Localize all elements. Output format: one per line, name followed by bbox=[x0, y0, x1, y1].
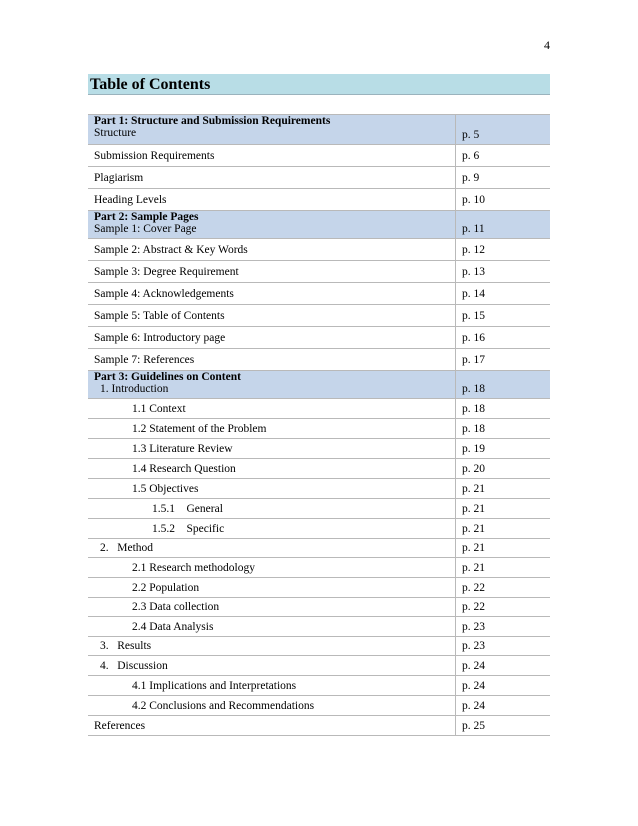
toc-entry-label[interactable]: 4.1 Implications and Interpretations bbox=[88, 676, 456, 696]
toc-row[interactable] bbox=[88, 656, 550, 676]
toc-entry-page: p. 22 bbox=[456, 598, 551, 617]
toc-row[interactable] bbox=[88, 261, 550, 283]
toc-entry-label[interactable]: Sample 4: Acknowledgements bbox=[88, 283, 456, 305]
toc-row[interactable] bbox=[88, 349, 550, 371]
toc-row[interactable] bbox=[88, 676, 550, 696]
toc-row[interactable] bbox=[88, 578, 550, 598]
toc-entry-page: p. 18 bbox=[456, 371, 551, 399]
toc-entry-label[interactable]: 1.5.2 Specific bbox=[88, 519, 456, 539]
toc-entry-page: p. 12 bbox=[456, 239, 551, 261]
toc-entry-label[interactable]: 1.5 Objectives bbox=[88, 479, 456, 499]
toc-entry-page: p. 11 bbox=[456, 211, 551, 239]
toc-row[interactable] bbox=[88, 145, 550, 167]
toc-row[interactable] bbox=[88, 558, 550, 578]
toc-entry-page: p. 18 bbox=[456, 399, 551, 419]
toc-entry-page: p. 21 bbox=[456, 539, 551, 558]
toc-entry-label[interactable]: 1.2 Statement of the Problem bbox=[88, 419, 456, 439]
toc-row[interactable] bbox=[88, 519, 550, 539]
toc-entry-label[interactable]: Plagiarism bbox=[88, 167, 456, 189]
toc-entry-page: p. 9 bbox=[456, 167, 551, 189]
toc-entry-label[interactable]: 2.2 Population bbox=[88, 578, 456, 598]
toc-entry-page: p. 20 bbox=[456, 459, 551, 479]
toc-section-part-3 bbox=[88, 371, 550, 399]
toc-section-part-2 bbox=[88, 211, 550, 239]
toc-entry-label[interactable]: 2.4 Data Analysis bbox=[88, 617, 456, 637]
toc-row[interactable] bbox=[88, 637, 550, 656]
toc-entry-label[interactable]: Structure bbox=[94, 127, 137, 139]
toc-entry-label[interactable]: 4. Discussion bbox=[88, 656, 456, 676]
toc-section-heading bbox=[88, 115, 456, 145]
toc-row[interactable] bbox=[88, 696, 550, 716]
toc-entry-label[interactable]: 3. Results bbox=[88, 637, 456, 656]
toc-entry-page: p. 23 bbox=[456, 637, 551, 656]
section-heading-text: Part 1: Structure and Submission Requirements bbox=[94, 115, 331, 127]
toc-entry-label[interactable]: 1.4 Research Question bbox=[88, 459, 456, 479]
section-heading-text: Part 3: Guidelines on Content bbox=[94, 371, 241, 383]
toc-entry-label[interactable]: References bbox=[88, 716, 456, 736]
toc-entry-page: p. 25 bbox=[456, 716, 551, 736]
toc-entry-label[interactable]: 1.3 Literature Review bbox=[88, 439, 456, 459]
toc-entry-page: p. 5 bbox=[456, 115, 551, 145]
toc-row[interactable] bbox=[88, 305, 550, 327]
toc-section-heading bbox=[88, 211, 456, 239]
toc-row[interactable] bbox=[88, 167, 550, 189]
toc-entry-page: p. 6 bbox=[456, 145, 551, 167]
toc-entry-label[interactable]: Sample 5: Table of Contents bbox=[88, 305, 456, 327]
toc-row[interactable] bbox=[88, 479, 550, 499]
toc-entry-page: p. 13 bbox=[456, 261, 551, 283]
toc-row[interactable] bbox=[88, 327, 550, 349]
toc-row[interactable] bbox=[88, 459, 550, 479]
toc-entry-label[interactable]: 1. Introduction bbox=[100, 383, 169, 395]
toc-entry-page: p. 21 bbox=[456, 479, 551, 499]
toc-entry-label[interactable]: Sample 6: Introductory page bbox=[88, 327, 456, 349]
toc-row[interactable] bbox=[88, 239, 550, 261]
toc-row[interactable] bbox=[88, 539, 550, 558]
toc-entry-page: p. 24 bbox=[456, 676, 551, 696]
toc-row[interactable] bbox=[88, 617, 550, 637]
toc-entry-label[interactable]: 2.3 Data collection bbox=[88, 598, 456, 617]
toc-entry-page: p. 21 bbox=[456, 499, 551, 519]
toc-entry-page: p. 17 bbox=[456, 349, 551, 371]
toc-entry-label[interactable]: Sample 3: Degree Requirement bbox=[88, 261, 456, 283]
toc-entry-label[interactable]: Sample 7: References bbox=[88, 349, 456, 371]
toc-entry-page: p. 10 bbox=[456, 189, 551, 211]
toc-entry-label[interactable]: 1.5.1 General bbox=[88, 499, 456, 519]
toc-entry-label[interactable]: Heading Levels bbox=[88, 189, 456, 211]
toc-entry-page: p. 21 bbox=[456, 558, 551, 578]
toc-entry-page: p. 22 bbox=[456, 578, 551, 598]
page-number: 4 bbox=[544, 38, 550, 52]
toc-entry-page: p. 24 bbox=[456, 656, 551, 676]
toc-entry-label[interactable]: Sample 2: Abstract & Key Words bbox=[88, 239, 456, 261]
toc-row[interactable] bbox=[88, 598, 550, 617]
toc-entry-page: p. 19 bbox=[456, 439, 551, 459]
toc-entry-page: p. 23 bbox=[456, 617, 551, 637]
toc-row[interactable] bbox=[88, 439, 550, 459]
toc-entry-label[interactable]: Submission Requirements bbox=[88, 145, 456, 167]
toc-entry-label[interactable]: 2. Method bbox=[88, 539, 456, 558]
section-heading-text: Part 2: Sample Pages bbox=[94, 211, 199, 223]
toc-row[interactable] bbox=[88, 716, 550, 736]
toc-entry-label[interactable]: Sample 1: Cover Page bbox=[94, 223, 197, 235]
toc-entry-page: p. 16 bbox=[456, 327, 551, 349]
toc-entry-page: p. 14 bbox=[456, 283, 551, 305]
toc-entry-label[interactable]: 2.1 Research methodology bbox=[88, 558, 456, 578]
toc-entry-page: p. 18 bbox=[456, 419, 551, 439]
toc-title: Table of Contents bbox=[88, 74, 550, 95]
toc-entry-page: p. 15 bbox=[456, 305, 551, 327]
toc-row[interactable] bbox=[88, 499, 550, 519]
toc-entry-label[interactable]: 4.2 Conclusions and Recommendations bbox=[88, 696, 456, 716]
toc-entry-page: p. 24 bbox=[456, 696, 551, 716]
toc-section-part-1 bbox=[88, 115, 550, 145]
toc-row[interactable] bbox=[88, 283, 550, 305]
toc-table bbox=[88, 114, 550, 736]
toc-row[interactable] bbox=[88, 419, 550, 439]
toc-section-heading bbox=[88, 371, 456, 399]
toc-row[interactable] bbox=[88, 399, 550, 419]
toc-row[interactable] bbox=[88, 189, 550, 211]
toc-entry-label[interactable]: 1.1 Context bbox=[88, 399, 456, 419]
toc-entry-page: p. 21 bbox=[456, 519, 551, 539]
